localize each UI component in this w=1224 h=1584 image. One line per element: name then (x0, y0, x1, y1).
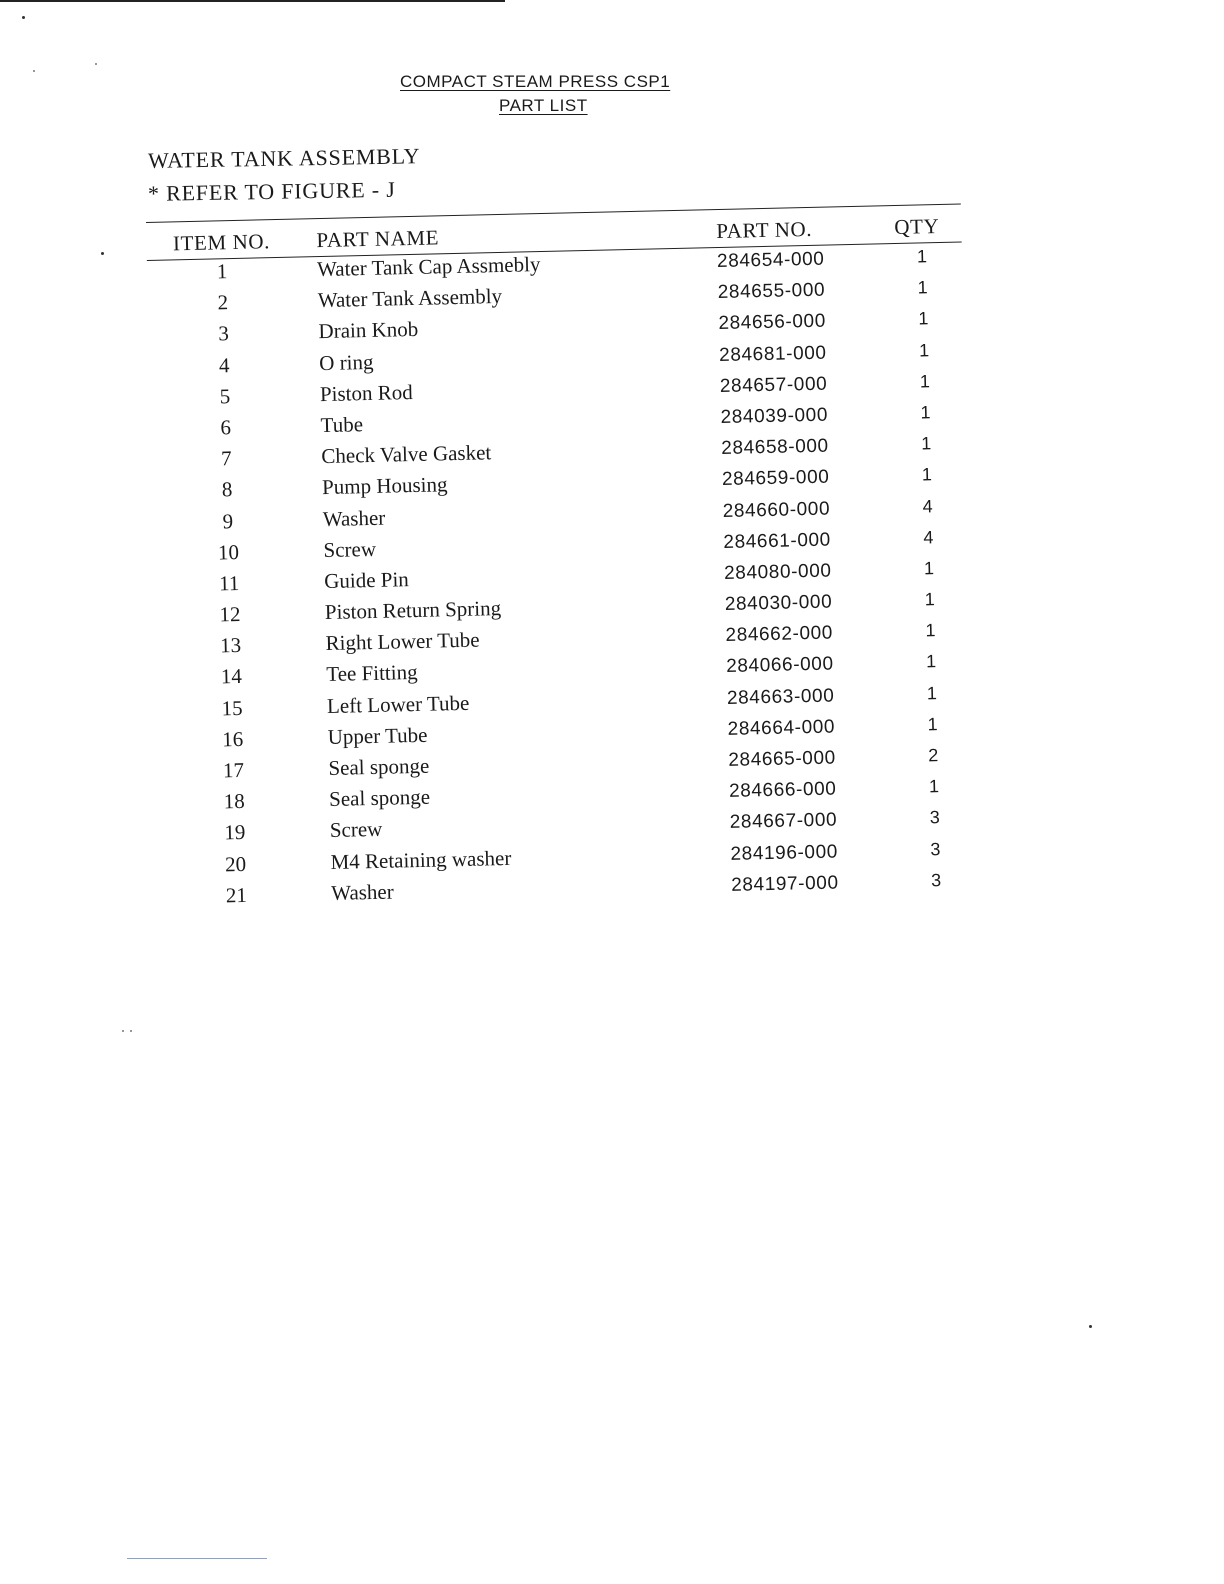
cell-part-name: Drain Knob (318, 317, 419, 344)
cell-part-name: Check Valve Gasket (321, 440, 492, 469)
scan-speck (122, 1030, 124, 1032)
cell-part-name: Right Lower Tube (325, 627, 480, 656)
cell-part-no: 284661-000 (723, 529, 832, 553)
cell-qty: 4 (923, 526, 934, 548)
cell-part-name: Water Tank Assembly (317, 284, 503, 313)
cell-item-no: 15 (221, 695, 243, 721)
cell-qty: 1 (925, 620, 936, 641)
cell-item-no: 14 (220, 664, 243, 689)
cell-qty: 1 (920, 402, 931, 423)
cell-item-no: 3 (218, 321, 230, 346)
cell-item-no: 17 (222, 757, 245, 783)
cell-item-no: 2 (217, 290, 229, 315)
cell-qty: 1 (926, 682, 938, 704)
cell-item-no: 10 (217, 539, 240, 565)
cell-part-no: 284660-000 (722, 498, 831, 522)
document-subtitle: PART LIST (499, 96, 588, 115)
scan-speck (33, 70, 35, 72)
cell-part-no: 284659-000 (721, 466, 830, 491)
column-header-part-no: PART NO. (716, 216, 813, 244)
cell-qty: 3 (929, 807, 940, 828)
cell-part-name: Pump Housing (321, 472, 448, 500)
cell-qty: 1 (927, 713, 938, 735)
cell-qty: 1 (928, 776, 940, 797)
cell-part-no: 284658-000 (721, 435, 829, 460)
cell-part-name: Screw (323, 536, 377, 562)
cell-item-no: 5 (219, 383, 231, 409)
cell-part-no: 284667-000 (729, 809, 838, 834)
cell-qty: 1 (924, 589, 935, 610)
cell-qty: 1 (918, 308, 929, 329)
cell-item-no: 7 (220, 446, 232, 471)
table-body (147, 242, 982, 915)
cell-part-no: 284666-000 (728, 778, 837, 803)
cell-qty: 1 (921, 464, 933, 485)
cell-part-name: O ring (318, 349, 374, 375)
cell-part-name: Washer (322, 505, 386, 531)
cell-part-no: 284681-000 (718, 342, 827, 366)
scan-bottom-edge-line (127, 1558, 267, 1559)
cell-item-no: 18 (223, 789, 245, 814)
cell-part-name: Screw (329, 817, 383, 843)
cell-qty: 1 (925, 651, 937, 672)
scan-speck (95, 63, 97, 65)
cell-qty: 3 (930, 869, 942, 891)
cell-part-no: 284663-000 (726, 685, 835, 709)
scan-speck (1089, 1325, 1092, 1328)
cell-item-no: 11 (218, 570, 240, 596)
cell-part-name: Guide Pin (323, 567, 410, 593)
cell-item-no: 16 (221, 726, 244, 752)
cell-part-no: 284039-000 (720, 404, 829, 428)
cell-item-no: 21 (225, 882, 248, 908)
scan-speck (22, 16, 25, 19)
scan-speck (130, 1030, 132, 1032)
cell-part-no: 284657-000 (719, 373, 828, 397)
cell-part-name: Piston Rod (319, 379, 413, 406)
cell-item-no: 8 (221, 477, 233, 502)
cell-part-no: 284665-000 (728, 747, 837, 771)
column-header-item-no: ITEM NO. (172, 229, 271, 256)
cell-qty: 1 (920, 433, 932, 454)
cell-item-no: 9 (222, 508, 234, 533)
cell-part-name: Water Tank Cap Assmebly (316, 252, 541, 282)
cell-item-no: 12 (219, 602, 241, 627)
cell-part-name: Washer (330, 879, 394, 905)
cell-part-no: 284655-000 (717, 279, 826, 304)
document-title: COMPACT STEAM PRESS CSP1 (400, 72, 671, 91)
cell-part-no: 284664-000 (727, 716, 836, 740)
cell-part-no: 284662-000 (725, 622, 834, 647)
cell-qty: 1 (916, 246, 928, 267)
cell-qty: 1 (923, 558, 935, 579)
cell-qty: 3 (930, 838, 941, 859)
column-header-part-name: PART NAME (316, 225, 440, 253)
cell-item-no: 13 (219, 633, 242, 658)
cell-qty: 1 (918, 339, 930, 361)
cell-part-name: Upper Tube (327, 722, 428, 749)
cell-part-name: M4 Retaining washer (330, 845, 512, 874)
parts-table (146, 203, 982, 915)
cell-part-name: Tee Fitting (326, 660, 418, 687)
section-heading: WATER TANK ASSEMBLY (147, 143, 421, 173)
cell-item-no: 6 (220, 415, 232, 440)
cell-part-name: Piston Return Spring (324, 596, 502, 625)
cell-part-no: 284030-000 (724, 591, 833, 616)
cell-part-name: Seal sponge (328, 784, 431, 812)
cell-part-no: 284197-000 (730, 872, 839, 896)
cell-item-no: 19 (224, 820, 246, 845)
scan-speck (101, 252, 104, 255)
cell-item-no: 20 (224, 851, 247, 876)
cell-qty: 1 (919, 371, 931, 392)
figure-reference: * REFER TO FIGURE - J (147, 176, 396, 206)
cell-part-name: Left Lower Tube (326, 690, 470, 718)
scan-top-edge-line (0, 0, 505, 2)
cell-part-name: Seal sponge (328, 753, 430, 780)
cell-part-no: 284196-000 (730, 841, 839, 865)
cell-part-no: 284080-000 (723, 560, 832, 584)
cell-part-no: 284654-000 (716, 248, 825, 273)
cell-qty: 4 (922, 495, 933, 516)
cell-part-no: 284656-000 (718, 310, 827, 335)
cell-item-no: 1 (216, 259, 228, 284)
cell-item-no: 4 (218, 352, 230, 377)
cell-qty: 2 (928, 745, 939, 766)
cell-part-name: Tube (320, 412, 364, 438)
column-header-qty: QTY (894, 214, 940, 240)
cell-qty: 1 (917, 277, 928, 298)
cell-part-no: 284066-000 (726, 653, 834, 678)
